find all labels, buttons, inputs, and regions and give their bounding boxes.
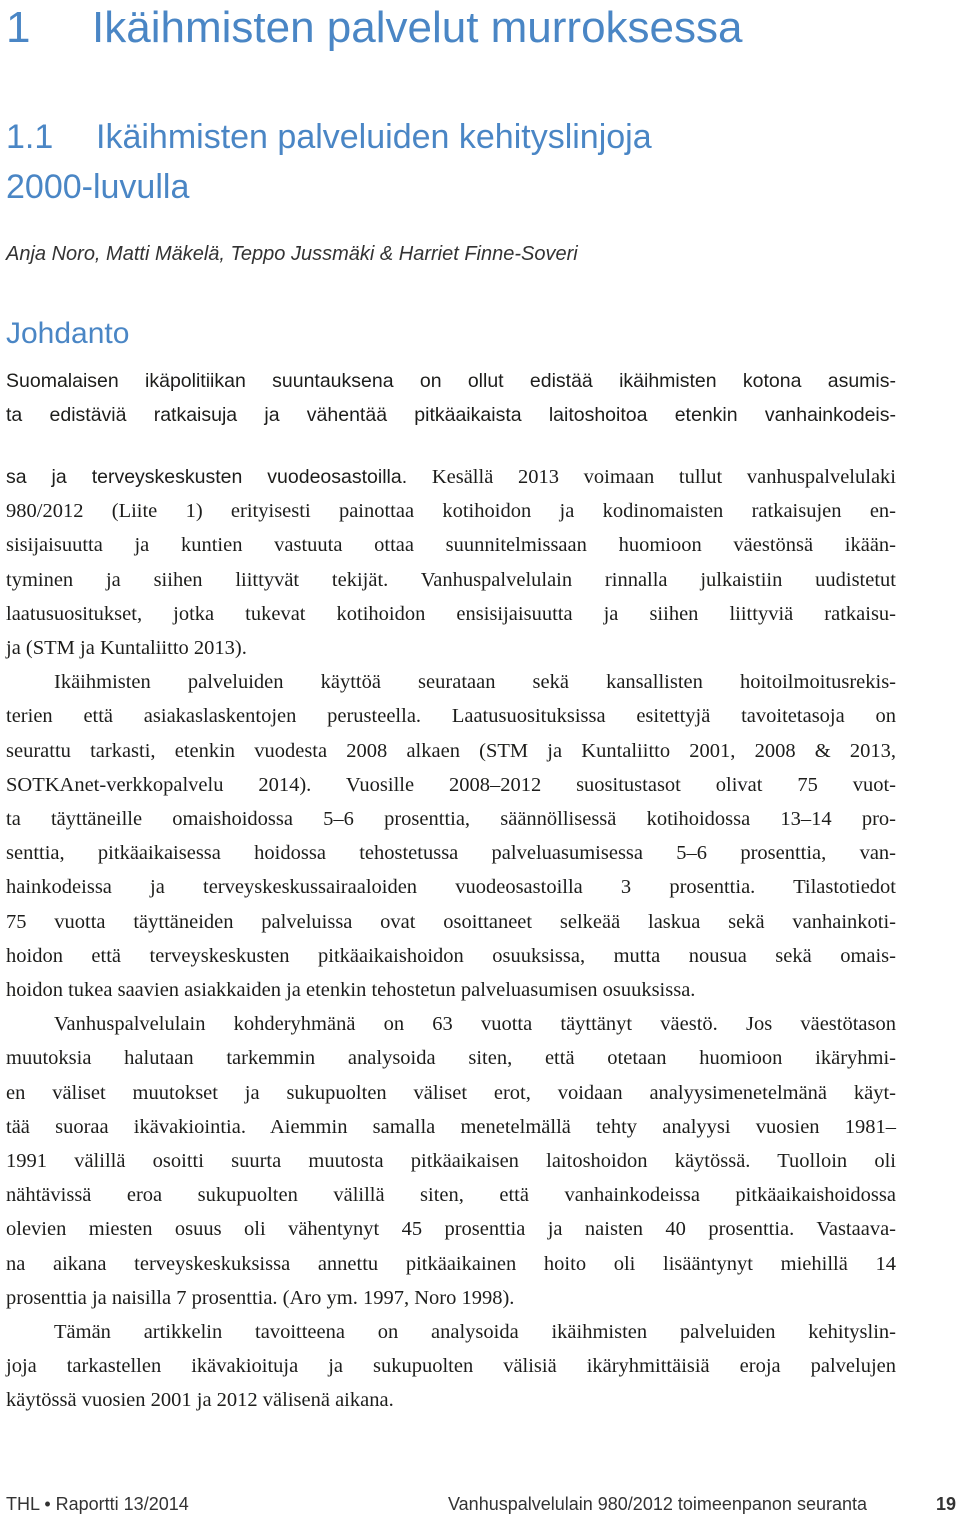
chapter-title: [6, 0, 742, 56]
body-line: käytössä vuosien 2001 ja 2012 välisenä aikana.: [6, 1389, 394, 1412]
body-line: hoidon että terveyskeskusten pitkäaikaishoidon osuuksissa, mutta nousua sekä omais-: [6, 944, 896, 967]
body-line: hainkodeissa ja terveyskeskussairaaloiden vuodeosastoilla 3 prosenttia. Tilastotiedot: [6, 876, 896, 899]
footer-publication: THL • Raportti 13/2014: [6, 1494, 189, 1514]
body-line: nähtävissä eroa sukupuolten välillä siten, että vanhainkodeissa pitkäaikaishoidossa: [6, 1184, 896, 1207]
body-line: senttia, pitkäaikaisessa hoidossa tehostetussa palveluasumisessa 5–6 prosenttia, van-: [6, 842, 896, 865]
lead-line-tail: sa ja terveyskeskusten vuodeosastoilla.: [6, 466, 408, 488]
body-line: Ikäihmisten palveluiden käyttöä seurataan sekä kansallisten hoitoilmoitusrekis-: [54, 671, 896, 694]
page-footer: [6, 1494, 960, 1524]
section-title-line-2: 2000-luvulla: [6, 168, 190, 206]
page-number: 19: [935, 1494, 956, 1514]
body-line: SOTKAnet-verkkopalvelu 2014). Vuosille 2008–2012 suositustasot olivat 75 vuot-: [6, 773, 896, 796]
body-line: laatusuositukset, jotka tukevat kotihoidon ensisijaisuutta ja siihen liittyviä ratkaisu-: [6, 602, 896, 625]
lead-paragraph: [6, 364, 896, 432]
chapter-number: 1: [6, 3, 31, 52]
body-line: tää suoraa ikävakiointia. Aiemmin samalla menetelmällä tehty analyysi vuosien 1981–: [6, 1115, 896, 1138]
body-line: joja tarkastellen ikävakioituja ja sukupuolten välisiä ikäryhmittäisiä eroja palvelujen: [6, 1355, 896, 1378]
body-line: olevien miesten osuus oli vähentynyt 45 prosenttia ja naisten 40 prosenttia. Vastaava-: [6, 1218, 896, 1241]
lead-line: ta edistäviä ratkaisuja ja vähentää pitkäaikaista laitoshoitoa etenkin vanhainkodeis-: [6, 404, 896, 426]
body-text: [6, 460, 896, 1418]
body-line: 1991 välillä osoitti suurta muutosta pitkäaikaisen laitoshoidon käytössä. Tuolloin oli: [6, 1150, 896, 1173]
body-line: en väliset muutokset ja sukupuolten väliset erot, voidaan analyysimenetelmänä käyt-: [6, 1081, 896, 1104]
footer-running-title: Vanhuspalvelulain 980/2012 toimeenpanon seuranta: [448, 1494, 867, 1514]
body-line: seurattu tarkasti, etenkin vuodesta 2008 alkaen (STM ja Kuntaliitto 2001, 2008 & 2013,: [6, 739, 896, 762]
section-title: [6, 112, 652, 212]
body-line: 980/2012 (Liite 1) erityisesti painottaa kotihoidon ja kodinomaisten ratkaisujen en-: [6, 500, 896, 523]
body-line: muutoksia halutaan tarkemmin analysoida siten, että otetaan huomioon ikäryhmi-: [6, 1047, 896, 1070]
chapter-title-text: Ikäihmisten palvelut murroksessa: [92, 3, 743, 52]
body-line: hoidon tukea saavien asiakkaiden ja etenkin tehostetun palveluasumisen osuuksissa.: [6, 979, 696, 1002]
body-line: Vanhuspalvelulain kohderyhmänä on 63 vuotta täyttänyt väestö. Jos väestötason: [54, 1013, 896, 1036]
subheading: Johdanto: [6, 317, 130, 350]
body-line: sisijaisuutta ja kuntien vastuuta ottaa suunnitelmissaan huomioon väestönsä ikään-: [6, 534, 896, 557]
body-line: prosenttia ja naisilla 7 prosenttia. (Aro ym. 1997, Noro 1998).: [6, 1286, 515, 1309]
body-line: ja (STM ja Kuntaliitto 2013).: [6, 637, 247, 660]
body-line: Tämän artikkelin tavoitteena on analysoida ikäihmisten palveluiden kehityslin-: [54, 1321, 896, 1344]
body-line: 75 vuotta täyttäneiden palveluissa ovat osoittaneet selkeää laskua sekä vanhainkoti-: [6, 910, 896, 933]
body-line: [6, 460, 896, 494]
section-title-line-1: Ikäihmisten palveluiden kehityslinjoja: [96, 118, 652, 156]
body-line: tyminen ja siihen liittyvät tekijät. Vanhuspalvelulain rinnalla julkaistiin uudistetut: [6, 568, 896, 591]
section-number: 1.1: [6, 118, 54, 156]
body-line: ta täyttäneille omaishoidossa 5–6 prosenttia, säännöllisessä kotihoidossa 13–14 pro-: [6, 808, 896, 831]
body-line: terien että asiakaslaskentojen perusteella. Laatusuosituksissa esitettyjä tavoitetasoja on: [6, 705, 896, 728]
body-line: na aikana terveyskeskuksissa annettu pitkäaikainen hoito oli lisääntynyt miehillä 14: [6, 1252, 896, 1275]
body-line-text: Kesällä 2013 voimaan tullut vanhuspalvelulaki: [431, 466, 896, 488]
lead-line: Suomalaisen ikäpolitiikan suuntauksena on ollut edistää ikäihmisten kotona asumis-: [6, 370, 896, 392]
authors: Anja Noro, Matti Mäkelä, Teppo Jussmäki & Harriet Finne-Soveri: [6, 243, 578, 265]
